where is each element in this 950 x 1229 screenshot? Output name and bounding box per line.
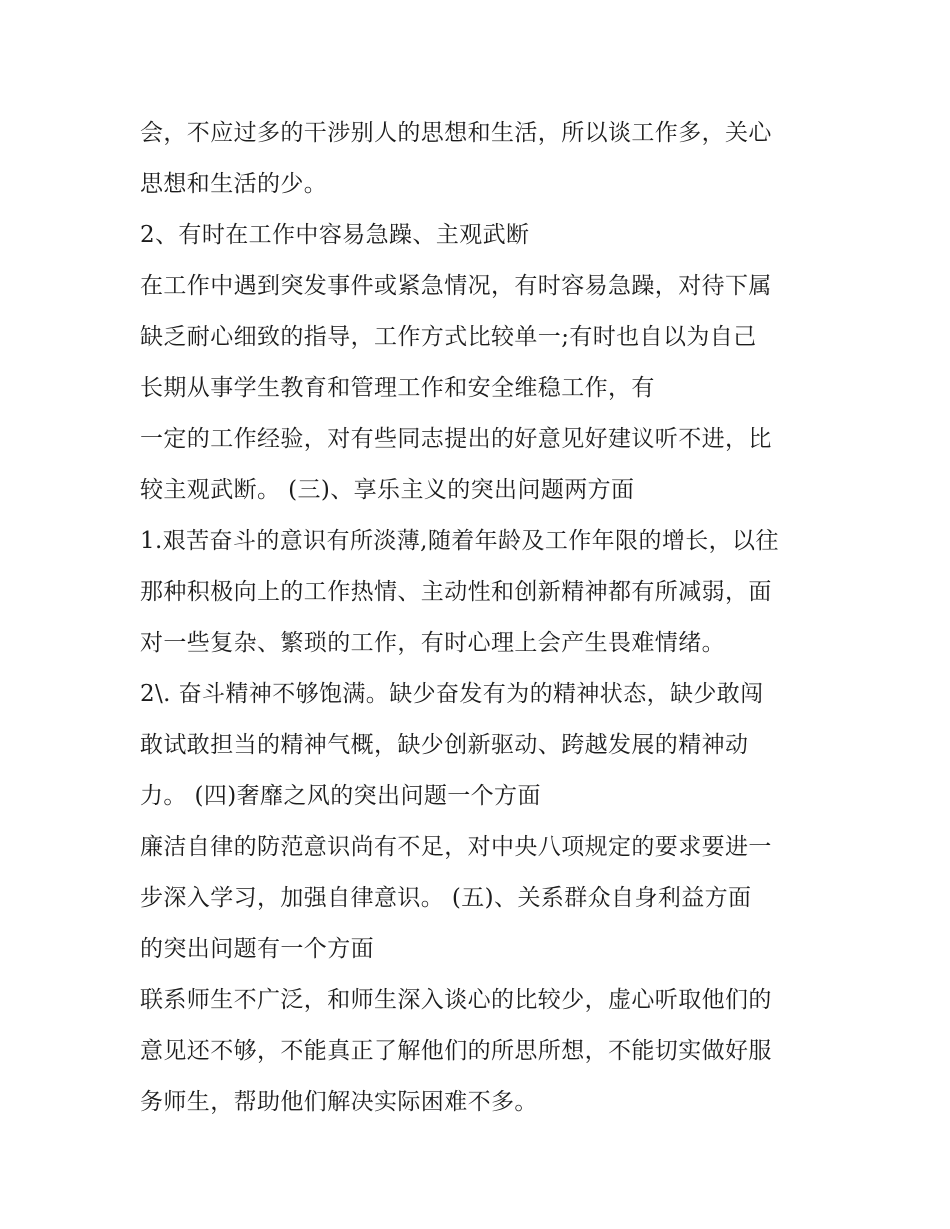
text-line: 2\. 奋斗精神不够饱满。缺少奋发有为的精神状态，缺少敢闯 [140,681,764,707]
text-line: 廉洁自律的防范意识尚有不足，对中央八项规定的要求要进一 [140,834,772,860]
text-line: 一定的工作经验，对有些同志提出的好意见好建议听不进，比 [140,426,772,452]
text-line: 力。 (四)奢靡之风的突出问题一个方面 [140,783,541,809]
text-line: 较主观武断。 (三)、享乐主义的突出问题两方面 [140,477,635,503]
text-line: 会，不应过多的干涉别人的思想和生活，所以谈工作多，关心 [140,120,772,146]
text-line: 思想和生活的少。 [140,171,328,197]
text-line: 敢试敢担当的精神气概，缺少创新驱动、跨越发展的精神动 [140,732,749,758]
section-heading: 2、有时在工作中容易急躁、主观武断 [140,222,530,248]
text-line: 步深入学习，加强自律意识。 (五)、关系群众自身利益方面 [140,885,752,911]
text-line: 联系师生不广泛，和师生深入谈心的比较少，虚心听取他们的 [140,987,772,1013]
text-line: 缺乏耐心细致的指导，工作方式比较单一;有时也自以为自己 [140,324,757,350]
text-line: 对一些复杂、繁琐的工作，有时心理上会产生畏难情绪。 [140,630,725,656]
text-line: 的突出问题有一个方面 [140,936,374,962]
text-line: 在工作中遇到突发事件或紧急情况，有时容易急躁，对待下属 [140,273,772,299]
text-line: 1.艰苦奋斗的意识有所淡薄,随着年龄及工作年限的增长，以往 [140,528,779,554]
text-line: 务师生，帮助他们解决实际困难不多。 [140,1089,538,1115]
text-line: 长期从事学生教育和管理工作和安全维稳工作，有 [140,375,655,401]
text-line: 那种积极向上的工作热情、主动性和创新精神都有所减弱，面 [140,579,772,605]
text-line: 意见还不够，不能真正了解他们的所思所想，不能切实做好服 [140,1038,772,1064]
document-body [140,108,830,1128]
